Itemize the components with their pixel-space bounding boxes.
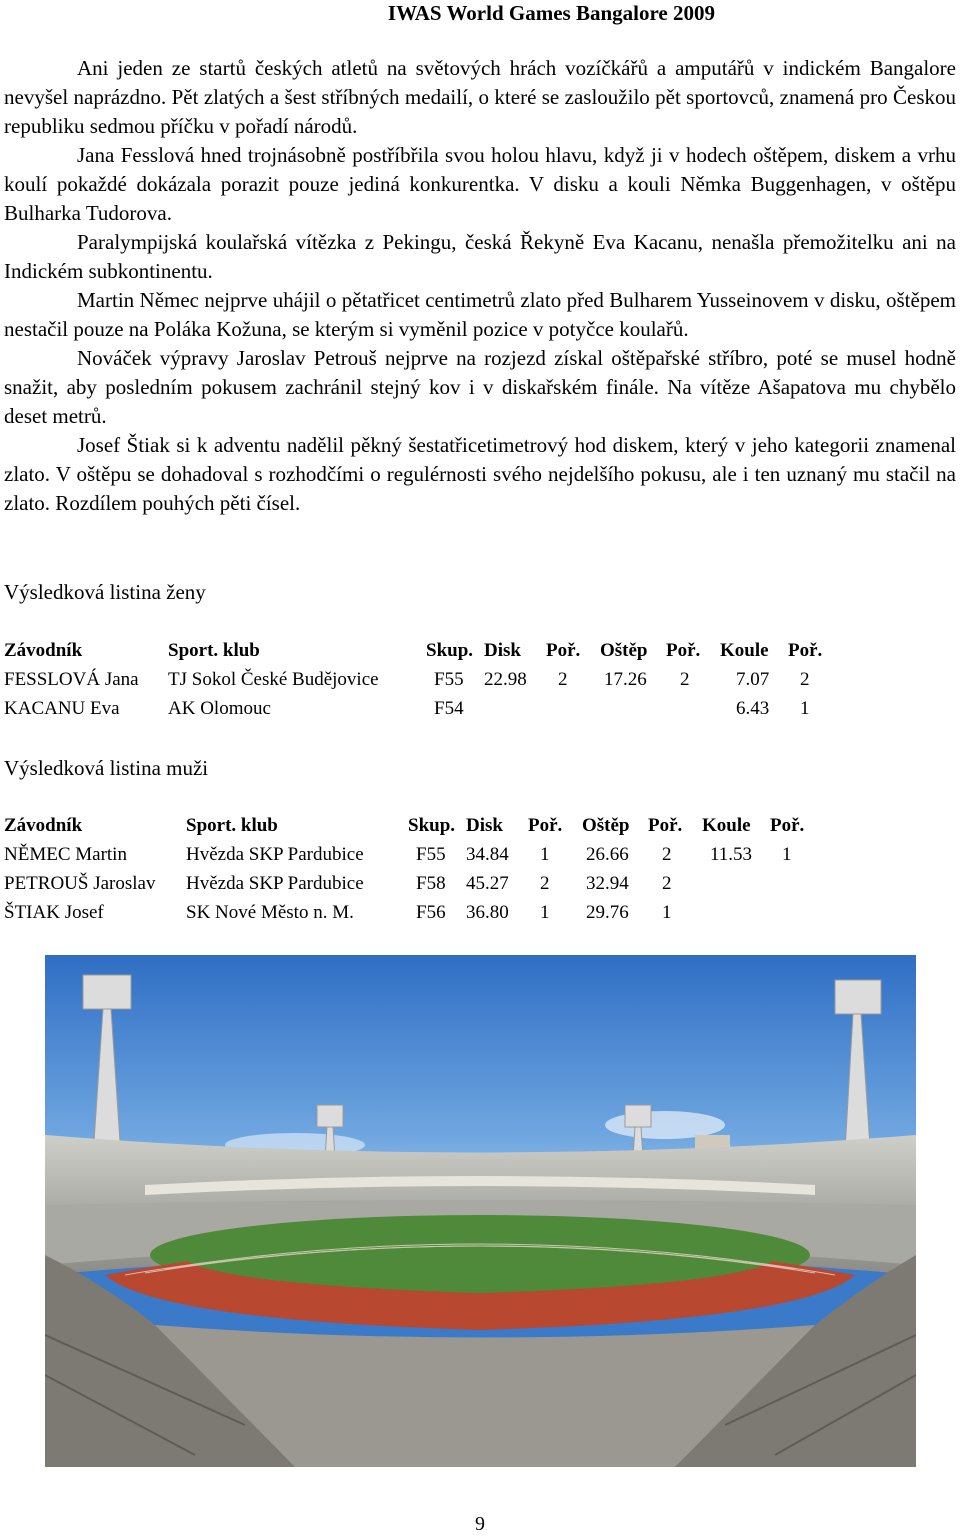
table-row — [4, 840, 814, 869]
paragraph: Jana Fesslová hned trojnásobně postříbřila svou holou hlavu, když ji v hodech oštěpem, diskem a vrhu koulí pokaždé dokázala porazit pouze jediná konkurentka. V disku a kouli Němka Buggenhagen, v oštěpu Bulharka Tudorova. — [4, 143, 956, 225]
women-results-table — [4, 636, 832, 723]
table-cell: 2 — [540, 873, 550, 894]
women-results-heading: Výsledková listina ženy — [4, 580, 206, 604]
table-cell: 1 — [540, 902, 550, 923]
table-cell: 2 — [680, 669, 690, 690]
column-header: Závodník — [4, 640, 83, 661]
table-row — [4, 694, 832, 723]
table-cell: F58 — [416, 873, 446, 894]
column-header: Poř. — [528, 815, 563, 836]
table-cell — [666, 694, 720, 723]
table-cell: Hvězda SKP Pardubice — [186, 844, 364, 865]
column-header: Skup. — [408, 815, 456, 836]
table-cell — [702, 869, 770, 898]
column-header: Poř. — [666, 640, 701, 661]
column-header: Koule — [720, 640, 769, 661]
table-cell: 1 — [662, 902, 672, 923]
table-cell — [770, 898, 814, 927]
table-cell: NĚMEC Martin — [4, 844, 127, 865]
page-title: IWAS World Games Bangalore 2009 — [387, 1, 715, 25]
paragraph: Paralympijská koulařská vítězka z Pekingu, česká Řekyně Eva Kacanu, nenašla přemožitelku ani na Indickém subkontinentu. — [4, 230, 956, 283]
column-header: Poř. — [546, 640, 581, 661]
paragraph: Nováček výpravy Jaroslav Petrouš nejprve na rozjezd získal oštěpařské stříbro, poté se musel hodně snažit, aby posledním pokusem zachránil stejný kov i v diskařském finále. Na vítěze Ašapatova mu chybělo deset metrů. — [4, 346, 956, 428]
men-results-heading: Výsledková listina muži — [4, 756, 209, 780]
table-cell: 26.66 — [586, 844, 629, 865]
table-cell: F55 — [416, 844, 446, 865]
table-cell — [484, 694, 546, 723]
table-cell — [600, 694, 666, 723]
table-cell — [702, 898, 770, 927]
column-header: Disk — [466, 815, 503, 836]
column-header: Poř. — [770, 815, 805, 836]
table-cell: KACANU Eva — [4, 698, 120, 719]
column-header: Oštěp — [582, 815, 630, 836]
table-cell: 22.98 — [484, 669, 527, 690]
table-header-row — [4, 811, 814, 840]
table-cell: 34.84 — [466, 844, 509, 865]
table-cell: 2 — [662, 844, 672, 865]
column-header: Poř. — [648, 815, 683, 836]
table-cell: 2 — [662, 873, 672, 894]
table-cell: 17.26 — [604, 669, 647, 690]
column-header: Oštěp — [600, 640, 648, 661]
table-cell: 36.80 — [466, 902, 509, 923]
men-results-table — [4, 811, 814, 927]
table-cell: F56 — [416, 902, 446, 923]
table-row — [4, 898, 814, 927]
paragraph: Josef Štiak si k adventu nadělil pěkný šestatřicetimetrový hod diskem, který v jeho kategorii znamenal zlato. V oštěpu se dohadoval s rozhodčími o regulérnosti svého nejdelšího pokusu, ale i ten uznaný mu stačil na zlato. Rozdílem pouhých pěti čísel. — [4, 433, 956, 515]
table-cell: 1 — [540, 844, 550, 865]
table-cell: 29.76 — [586, 902, 629, 923]
table-row — [4, 665, 832, 694]
table-cell: 7.07 — [736, 669, 770, 690]
table-cell: F54 — [434, 698, 464, 719]
table-cell: 2 — [800, 669, 810, 690]
table-cell: Hvězda SKP Pardubice — [186, 873, 364, 894]
column-header: Sport. klub — [186, 815, 278, 836]
column-header: Sport. klub — [168, 640, 260, 661]
table-cell: 1 — [782, 844, 792, 865]
column-header: Poř. — [788, 640, 823, 661]
column-header: Skup. — [426, 640, 474, 661]
table-cell: 45.27 — [466, 873, 509, 894]
table-cell: 11.53 — [710, 844, 753, 865]
table-cell: SK Nové Město n. M. — [186, 902, 354, 923]
column-header: Disk — [484, 640, 521, 661]
table-cell: ŠTIAK Josef — [4, 902, 104, 923]
table-cell: FESSLOVÁ Jana — [4, 669, 139, 690]
page-number: 9 — [475, 1513, 485, 1535]
table-header-row — [4, 636, 832, 665]
table-cell: 32.94 — [586, 873, 629, 894]
table-cell: TJ Sokol České Budějovice — [168, 669, 379, 690]
table-cell: AK Olomouc — [168, 698, 271, 719]
table-cell: 1 — [800, 698, 810, 719]
stadium-photo — [45, 955, 916, 1467]
paragraph: Ani jeden ze startů českých atletů na světových hrách vozíčkářů a amputářů v indickém Bangalore nevyšel naprázdno. Pět zlatých a šest stříbných medailí, o které se zasloužilo pět sportovců, znamená pro Českou republiku sedmou příčku v pořadí národů. — [4, 56, 956, 138]
table-cell: F55 — [434, 669, 464, 690]
table-cell: PETROUŠ Jaroslav — [4, 873, 156, 894]
article-body — [4, 54, 956, 518]
paragraph: Martin Němec nejprve uhájil o pětatřicet centimetrů zlato před Bulharem Yusseinovem v disku, oštěpem nestačil pouze na Poláka Kožuna, se kterým si vyměnil pozice v potyčce koulařů. — [4, 288, 956, 341]
table-cell: 6.43 — [736, 698, 770, 719]
table-cell — [770, 869, 814, 898]
table-cell — [546, 694, 600, 723]
table-row — [4, 869, 814, 898]
column-header: Koule — [702, 815, 751, 836]
table-cell: 2 — [558, 669, 568, 690]
column-header: Závodník — [4, 815, 83, 836]
